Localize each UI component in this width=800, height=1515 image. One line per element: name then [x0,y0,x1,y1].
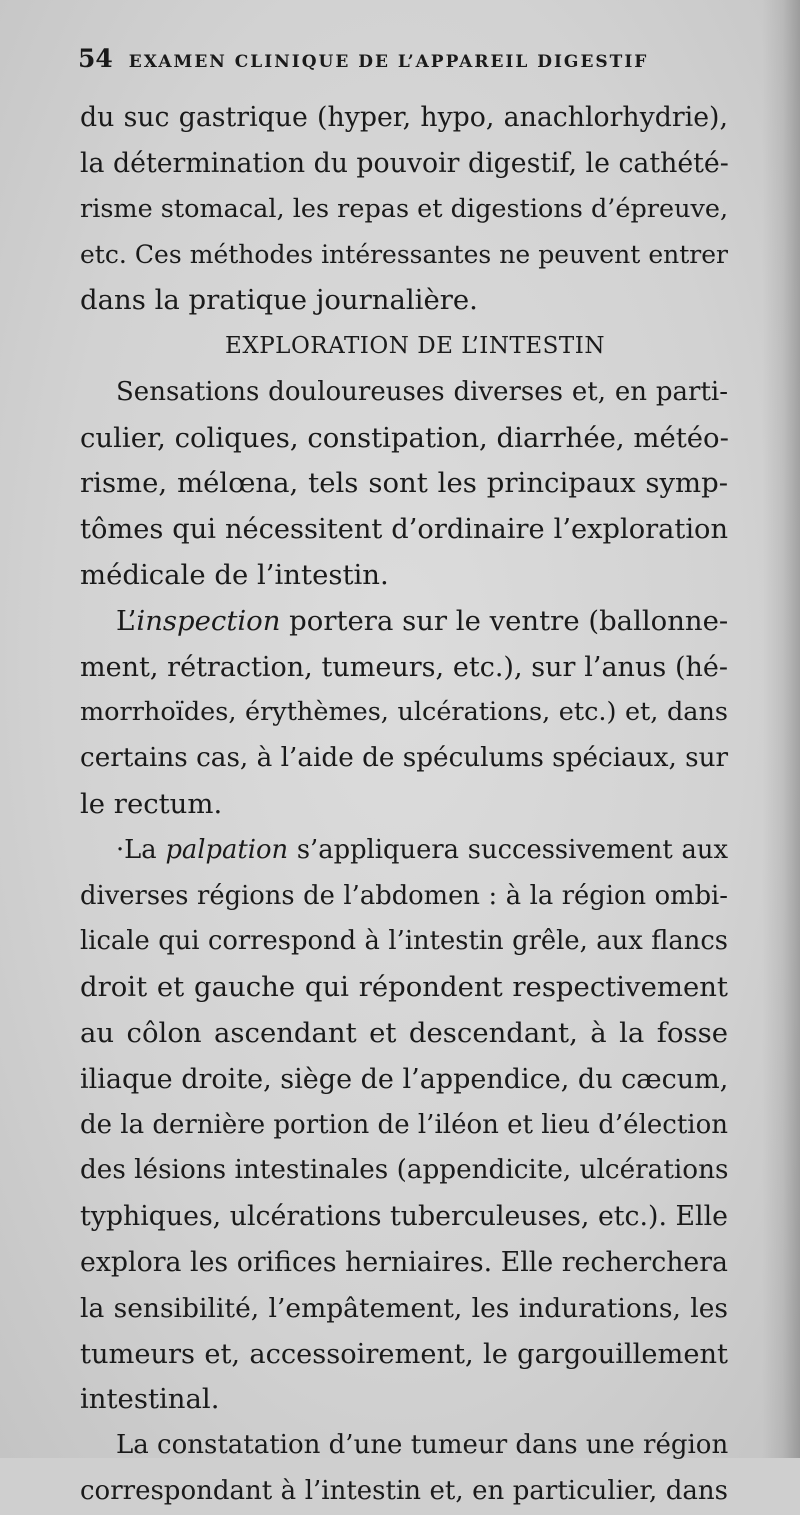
text-line: droit et gauche qui répondent respectivement [80,971,728,1004]
text-line: médicale de l’intestin. [80,558,389,591]
text-line: de la dernière portion de l’iléon et lieu d’élection [80,1109,728,1140]
text-line: La constatation d’une tumeur dans une région [116,1430,729,1461]
text-line: iliaque droite, siège de l’appendice, du cæcum, [80,1063,729,1095]
page-header [78,44,738,78]
text-fragment: s’appliquera successivement aux [288,834,728,865]
text-line: la sensibilité, l’empâtement, les indurations, les [80,1292,728,1324]
page-number: 54 [78,44,113,73]
text-line [80,599,728,645]
text-line: morrhoïdes, érythèmes, ulcérations, etc.) et, dans [80,697,728,728]
text-line [80,828,728,874]
text-line: dans la pratique journalière. [80,284,478,317]
running-head: EXAMEN CLINIQUE DE L’APPAREIL DIGESTIF [128,52,649,72]
text-fragment: portera sur le ventre (ballonne- [280,604,729,637]
text-line: culier, coliques, constipation, diarrhée, météo- [80,421,729,454]
text-line: le rectum. [80,787,223,820]
text-line: Sensations douloureuses diverses et, en parti- [116,376,728,407]
text-line: etc. Ces méthodes intéressantes ne peuvent entrer [80,240,728,270]
text-line: des lésions intestinales (appendicite, ulcérations [80,1155,729,1186]
page-text [80,95,728,1515]
text-line: ment, rétraction, tumeurs, etc.), sur l’anus (hé- [80,651,728,683]
text-line: la détermination du pouvoir digestif, le cathété- [80,147,729,179]
text-line: risme stomacal, les repas et digestions d’épreuve, [80,193,729,224]
text-line: typhiques, ulcérations tuberculeuses, etc.). Elle [80,1201,728,1233]
text-line: au côlon ascendant et descendant, à la fosse [80,1016,728,1049]
emphasis-term: palpation [165,834,289,865]
page-edge-shadow [762,0,800,1458]
text-line: licale qui correspond à l’intestin grêle, aux flancs [80,926,728,957]
emphasis-term: inspection [136,604,281,637]
text-line: tômes qui nécessitent d’ordinaire l’exploration [80,514,728,546]
text-line: risme, mélœna, tels sont les principaux symp- [80,467,728,500]
text-line: intestinal. [80,1383,220,1416]
text-line: explora les orifices herniaires. Elle recherchera [80,1246,728,1278]
text-line: certains cas, à l’aide de spéculums spéciaux, sur [80,743,729,774]
text-fragment: L’ [116,604,137,637]
text-line: correspondant à l’intestin et, en particulier, dans [80,1475,728,1506]
section-heading: EXPLORATION DE L’INTESTIN [225,332,605,359]
text-line: diverses régions de l’abdomen : à la région ombi- [80,880,728,911]
text-line: du suc gastrique (hyper, hypo, anachlorhydrie), [80,102,728,133]
text-fragment: ·La [116,834,166,865]
text-line: tumeurs et, accessoirement, le gargouillement [80,1338,728,1370]
